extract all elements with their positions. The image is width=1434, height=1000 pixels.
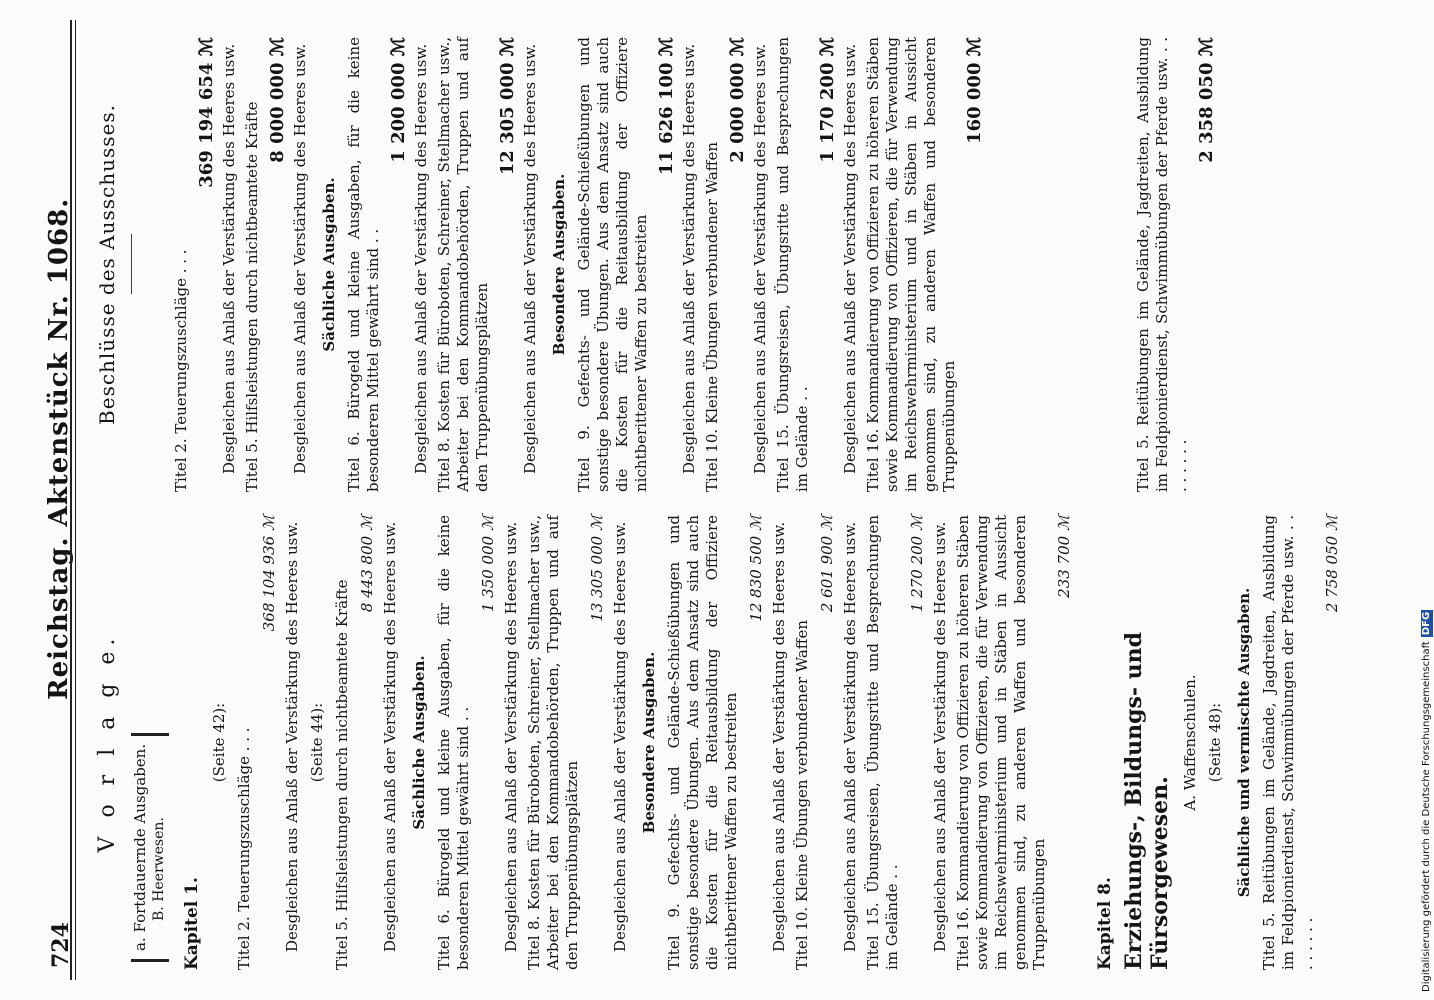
r-titel-10-desgleichen: Desgleichen aus Anlaß der Verstärkung des Heeres usw. [751, 43, 769, 474]
beschluesse-title: Beschlüsse des Ausschusses. [95, 104, 119, 425]
page-header [44, 20, 84, 980]
saechliche-heading: Sächliche Ausgaben. [410, 655, 428, 830]
titel-5b-text: Titel 5. Reitübungen im Gelände, Jagdreiten, Ausbildung im Feldpionierdienst, Schwimmübungen der Pferde usw. . . . . . . . . [1260, 515, 1316, 970]
titel-6-desgleichen: Desgleichen aus Anlaß der Verstärkung des Heeres usw. [502, 521, 520, 952]
header-rule-thin [75, 20, 76, 980]
titel-9-text: Titel 9. Gefechts- und Gelände-Schießübungen und sonstige besondere Übungen. Aus dem Ansatz sind auch die Kosten für die Reitausbildung der Offiziere nichtberittener Waffen zu bestreiten [665, 515, 740, 970]
titel-6-amount: 1 350 000 ℳ [479, 515, 497, 613]
r-titel-5-desgleichen: Desgleichen aus Anlaß der Verstärkung des Heeres usw. [291, 43, 309, 474]
rotated-content [20, 20, 1360, 980]
running-head: Reichstag. Aktenstück Nr. 1068. [44, 197, 74, 700]
titel-15-text: Titel 15. Übungsreisen, Übungsritte und Besprechungen im Gelände . . [864, 515, 901, 970]
r-titel-9-text: Titel 9. Gefechts- und Gelände-Schießübungen und sonstige besondere Übungen. Aus dem Ansatz sind auch die Kosten für die Reitausbildung der Offiziere nichtberittener Waffen zu bestreiten [575, 37, 650, 492]
titel-16-amount: 233 700 ℳ [1055, 515, 1073, 598]
r-titel-5b-text: Titel 5. Reitübungen im Gelände, Jagdreiten, Ausbildung im Feldpionierdienst, Schwimmübungen der Pferde usw. . . . . . . . . [1134, 37, 1190, 492]
besondere-heading: Besondere Ausgaben. [640, 651, 658, 834]
r-titel-8-desgleichen: Desgleichen aus Anlaß der Verstärkung des Heeres usw. [521, 43, 539, 474]
vorlage-title: V o r l a g e. [95, 632, 120, 853]
seite-48: (Seite 48): [1206, 702, 1224, 783]
r-titel-2-desgleichen: Desgleichen aus Anlaß der Verstärkung des Heeres usw. [220, 43, 238, 474]
r-titel-16-amount: 160 000 ℳ [964, 37, 985, 144]
fortdauernde-bracket [131, 733, 169, 962]
stamp-text: Digitalisierung gefördert durch die Deutsche Forschungsgemeinschaft [1421, 641, 1432, 992]
r-titel-9-amount: 11 626 100 ℳ [656, 37, 677, 176]
page-number: 724 [48, 922, 74, 968]
r-titel-10-amount: 2 000 000 ℳ [727, 37, 748, 163]
saechliche-vermischte-heading: Sächliche und vermischte Ausgaben. [1235, 587, 1253, 898]
titel-8-desgleichen: Desgleichen aus Anlaß der Verstärkung des Heeres usw. [611, 521, 629, 952]
titel-5b-amount: 2 758 050 ℳ [1323, 515, 1341, 613]
r-titel-8-text: Titel 8. Kosten für Büroboten, Schreiner, Stellmacher usw., Arbeiter bei den Kommandobehörden, Truppen und auf den Truppenübungsplätzen [435, 37, 491, 492]
r-titel-9-desgleichen: Desgleichen aus Anlaß der Verstärkung des Heeres usw. [680, 43, 698, 474]
column-vorlage [90, 515, 1342, 970]
titel-8-amount: 13 305 000 ℳ [588, 515, 606, 622]
title-rule [131, 235, 132, 295]
titel-15-amount: 1 270 200 ℳ [908, 515, 926, 613]
r-titel-2-amount: 369 194 654 ℳ [196, 37, 217, 188]
r-titel-5-amount: 8 000 000 ℳ [267, 37, 288, 163]
titel-2-desgleichen: Desgleichen aus Anlaß der Verstärkung des Heeres usw. [283, 521, 301, 952]
titel-5-amount: 8 443 800 ℳ [358, 515, 376, 613]
titel-5-text: Titel 5. Hilfsleistungen durch nichtbeamtete Kräfte [333, 579, 351, 970]
fortdauernde-label: a. Fortdauernde Ausgaben. [131, 743, 149, 951]
r-titel-15-desgleichen: Desgleichen aus Anlaß der Verstärkung des Heeres usw. [841, 43, 859, 474]
kapitel-1: Kapitel 1. [182, 877, 202, 970]
waffenschulen-heading: A. Waffenschulen. [1181, 674, 1199, 811]
r-titel-8-amount: 12 305 000 ℳ [497, 37, 518, 176]
header-rule [70, 20, 72, 980]
r-titel-6-desgleichen: Desgleichen aus Anlaß der Verstärkung des Heeres usw. [412, 43, 430, 474]
column-beschluesse [90, 37, 1216, 492]
r-titel-15-text: Titel 15. Übungsreisen, Übungsritte und Besprechungen im Gelände . . [774, 37, 811, 492]
column-gap [984, 37, 1134, 492]
titel-8-text: Titel 8. Kosten für Büroboten, Schreiner, Stellmacher usw., Arbeiter bei den Kommandobehörden, Truppen und auf den Truppenübungsplätzen [525, 515, 581, 970]
stamp-text-wrap [1421, 8, 1433, 992]
titel-15-desgleichen: Desgleichen aus Anlaß der Verstärkung des Heeres usw. [931, 521, 949, 952]
titel-9-amount: 12 830 500 ℳ [747, 515, 765, 622]
r-titel-5b-amount: 2 358 050 ℳ [1196, 37, 1217, 163]
digitization-stamp [1421, 8, 1433, 992]
r-besondere-heading: Besondere Ausgaben. [550, 173, 568, 356]
titel-16-text: Titel 16. Kommandierung von Offizieren zu höheren Stäben sowie Kommandierung von Offizieren, die für Verwendung im Reichswehrministerium und in Stäben in Aussicht genommen sind, zu anderen Waffen und besonderen Truppenübungen [954, 515, 1048, 970]
titel-10-text: Titel 10. Kleine Übungen verbundener Waffen [793, 619, 811, 970]
heerwesen-label: B. Heerwesen. [151, 817, 167, 921]
titel-5-desgleichen: Desgleichen aus Anlaß der Verstärkung des Heeres usw. [381, 521, 399, 952]
r-titel-6-amount: 1 200 000 ℳ [388, 37, 409, 163]
r-titel-16-text: Titel 16. Kommandierung von Offizieren zu höheren Stäben sowie Kommandierung von Offizieren, die für Verwendung im Reichswehrministerium und in Stäben in Aussicht genommen sind, zu anderen Waffen und besonderen Truppenübungen [864, 37, 958, 492]
r-saechliche-heading: Sächliche Ausgaben. [320, 177, 338, 352]
seite-44: (Seite 44): [308, 702, 326, 783]
kapitel-8: Kapitel 8. [1095, 877, 1115, 970]
r-titel-10-text: Titel 10. Kleine Übungen verbundener Waffen [703, 141, 721, 492]
titel-10-desgleichen: Desgleichen aus Anlaß der Verstärkung des Heeres usw. [841, 521, 859, 952]
titel-6-text: Titel 6. Bürogeld und kleine Ausgaben, für die keine besonderen Mittel gewährt sind . . [435, 515, 472, 970]
r-titel-2-text: Titel 2. Teuerungszuschläge . . . [172, 249, 190, 492]
titel-9-desgleichen: Desgleichen aus Anlaß der Verstärkung des Heeres usw. [770, 521, 788, 952]
dfg-logo: DFG [1421, 611, 1432, 636]
seite-42: (Seite 42): [210, 702, 228, 783]
r-titel-5-text: Titel 5. Hilfsleistungen durch nichtbeamtete Kräfte [243, 101, 261, 492]
r-titel-6-text: Titel 6. Bürogeld und kleine Ausgaben, für die keine besonderen Mittel gewährt sind . . [345, 37, 382, 492]
titel-10-amount: 2 601 900 ℳ [818, 515, 836, 613]
erziehung-heading: Erziehungs-, Bildungs- und Fürsorgewesen. [1121, 631, 1173, 970]
titel-2-amount: 368 104 936 ℳ [260, 515, 278, 632]
titel-2-text: Titel 2. Teuerungszuschläge . . . [235, 727, 253, 970]
r-titel-15-amount: 1 170 200 ℳ [817, 37, 838, 163]
